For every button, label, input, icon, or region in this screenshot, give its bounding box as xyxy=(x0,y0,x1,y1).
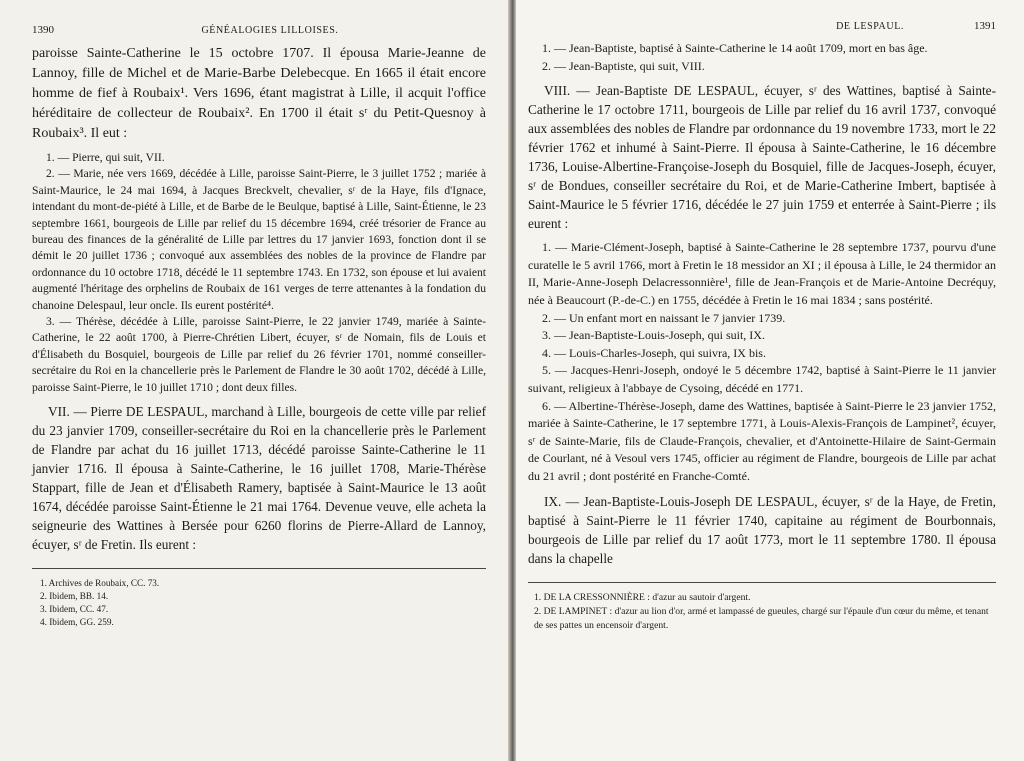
left-running-head xyxy=(32,24,486,36)
left-page-number: 1390 xyxy=(32,24,54,36)
footnote-2: 2. Ibidem, BB. 14. xyxy=(40,591,109,602)
footnote-1: 1. DE LA CRESSONNIÈRE : d'azur au sautoir d'argent. xyxy=(534,591,751,603)
child-item-1: 1. — Pierre, qui suit, VII. xyxy=(46,151,165,164)
viii-child-4: 4. — Louis-Charles-Joseph, qui suivra, IX bis. xyxy=(542,345,766,360)
viii-child-3: 3. — Jean-Baptiste-Louis-Joseph, qui suit, IX. xyxy=(542,328,765,343)
right-page-number: 1391 xyxy=(974,20,996,32)
viii-child-6: 6. — Albertine-Thérèse-Joseph, dame des Wattines, baptisée à Saint-Pierre le 23 janvier 1752, mariée à Sainte-Catherine, le 17 septembre 1771, à Louis-Alexis-François de Lampinet², écuyer, sʳ de Sainte-Marie, fils de Claude-François, chevalier, et d'Antoinette-Hilaire de Saint-Germain de Courlant, né à Vesoul vers 1745, officier au régiment de Flandre, bourgeois de Lille par achat du 21 avril ; dont postérité en Franche-Comté. xyxy=(528,398,996,483)
child-item-2: 2. — Marie, née vers 1669, décédée à Lille, paroisse Saint-Pierre, le 3 juillet 1752 ; mariée à Saint-Maurice, le 24 mai 1694, à Jacques Breckvelt, chevalier, sʳ de la Haye, fils d'Ignace, intendant du mont-de-piété à Lille, et de Barbe de le Beulque, baptisé à Lille, Saint-Étienne, le 23 septembre 1661, bourgeois de Lille par relief du 15 décembre 1694, créé trésorier de France au bureau des finances de la généralité de Lille par lettres du 17 janvier 1693, fonction dont il se démit le 20 juillet 1736 ; convoqué aux assemblées des nobles de la province de Flandre par ordonnance du 10 octobre 1718, décédé le 11 septembre 1743. En 1732, son épouse et lui avaient augmenté l'héritage des orphelins de Roubaix de 161 verges de terre attenantes à la fondation du chanoine Delespaul, leur oncle. Ils eurent postérité⁴. xyxy=(32,167,486,312)
right-running-head xyxy=(528,20,996,32)
left-page xyxy=(0,0,508,761)
footnote-2: 2. DE LAMPINET : d'azur au lion d'or, armé et lampassé de gueules, chargé sur l'épaule d'un cœur du même, et tenant de ses pattes un encensoir d'argent. xyxy=(534,605,989,631)
footnote-rule xyxy=(32,568,486,569)
footnote-rule xyxy=(528,582,996,583)
section-viii: VIII. — Jean-Baptiste DE LESPAUL, écuyer, sʳ des Wattines, baptisé à Sainte-Catherine le 17 octobre 1711, bourgeois de Lille par relief du 16 avril 1737, convoqué aux assemblées des nobles de Flandre par ordonnance du 19 novembre 1733, mort le 22 février 1762 et inhumé à Saint-Pierre. Il épousa à Sainte-Catherine, le 16 décembre 1736, Louise-Albertine-Françoise-Joseph du Bosquiel, fille de Jacques-Joseph, écuyer, sʳ de Bondues, conseiller secrétaire du Roi, et de Marie-Catherine Imbert, baptisée à Saint-Maurice le 5 février 1716, décédée le 27 juin 1759 et enterrée à Saint-Pierre ; ils eurent : xyxy=(528,83,996,232)
section-vii: VII. — Pierre DE LESPAUL, marchand à Lille, bourgeois de cette ville par relief du 23 janvier 1709, conseiller-secrétaire du Roi en la chancellerie près le Parlement de Flandre par achat du 16 juillet 1713, décédé paroisse Sainte-Catherine le 11 janvier 1716. Il épousa à Sainte-Catherine, le 16 juillet 1708, Marie-Thérèse Stappart, fille de Jean et d'Élisabeth Ramery, baptisée à Saint-Maurice le 13 août 1674, décédée paroisse Saint-Étienne le 21 mai 1764. Devenue veuve, elle acheta la seigneurie des Wattines à Bersée pour 6260 florins de Pierre-Allard de Lannoy, écuyer, sʳ de Fretin. Ils eurent : xyxy=(32,404,486,553)
intro-paragraph: paroisse Sainte-Catherine le 15 octobre 1707. Il épousa Marie-Jeanne de Lannoy, fille de Michel et de Marie-Barbe Delebecque. En 1665 il était encore homme de fief à Roubaix¹. Vers 1696, étant magistrat à Lille, il acquit l'office héréditaire de collecteur de Roubaix². En 1700 il était sʳ du Petit-Quesnoy à Roubaix³. Il eut : xyxy=(32,46,486,141)
viii-child-5: 5. — Jacques-Henri-Joseph, ondoyé le 5 décembre 1742, baptisé à Saint-Pierre le 11 janvier suivant, religieux à l'abbaye de Cysoing, décédé en 1771. xyxy=(528,363,996,395)
footnote-4: 4. Ibidem, GG. 259. xyxy=(40,617,114,628)
child-item-3: 3. — Thérèse, décédée à Lille, paroisse Saint-Pierre, le 22 janvier 1749, mariée à Sainte-Catherine, le 22 août 1700, à Pierre-Chrétien Libert, écuyer, sʳ de Nomain, fils de Louis et d'Élisabeth du Bosquiel, bourgeois de Lille par relief du 26 février 1701, nommé conseiller-secrétaire du Roi en la chancellerie près le Parlement de Flandre le 30 août 1702, décédé à Lille, paroisse Saint-Pierre, le 10 juillet 1710 ; dont deux filles. xyxy=(32,315,486,394)
footnote-1: 1. Archives de Roubaix, CC. 73. xyxy=(40,578,160,589)
book-gutter xyxy=(508,0,516,761)
right-running-title: DE LESPAUL. xyxy=(836,21,904,32)
viii-child-1: 1. — Marie-Clément-Joseph, baptisé à Sainte-Catherine le 28 septembre 1737, pourvu d'une curatelle le 5 avril 1766, mort à Fretin le 18 messidor an XI ; il épousa à Lille, le 24 thermidor an II, Marie-Anne-Joseph Delacressonnière¹, fille de Jean-François et de Marie-Antoine Decréquy, née à Beaucourt (P.-de-C.) en 1755, décédée à Fretin le 16 mai 1834 ; sans postérité. xyxy=(528,240,996,307)
left-running-title: GÉNÉALOGIES LILLOISES. xyxy=(201,25,339,36)
child-item-1: 1. — Jean-Baptiste, baptisé à Sainte-Catherine le 14 août 1709, mort en bas âge. xyxy=(542,41,928,55)
right-page xyxy=(516,0,1024,761)
footnote-3: 3. Ibidem, CC. 47. xyxy=(40,604,109,615)
child-item-2: 2. — Jean-Baptiste, qui suit, VIII. xyxy=(542,58,705,73)
viii-child-2: 2. — Un enfant mort en naissant le 7 janvier 1739. xyxy=(542,310,786,325)
section-ix: IX. — Jean-Baptiste-Louis-Joseph DE LESPAUL, écuyer, sʳ de la Haye, de Fretin, baptisé à Saint-Pierre le 11 février 1740, capitaine au régiment de Bourbonnais, bourgeois de Lille par relief du 17 août 1773, mort le 11 septembre 1780. Il épousa dans la chapelle xyxy=(528,493,996,566)
